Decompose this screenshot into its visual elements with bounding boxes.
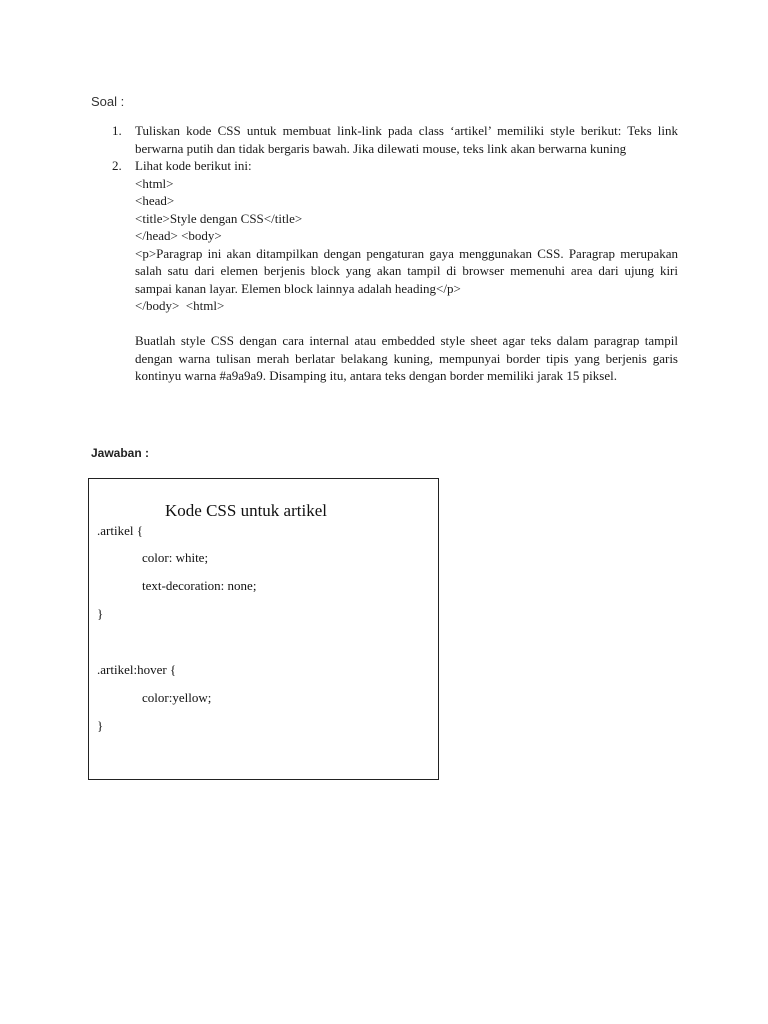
- question-number: 2.: [112, 158, 122, 173]
- question-item-2: [112, 157, 678, 385]
- code-closing: </body> <html>: [135, 298, 225, 313]
- css-brace-line: }: [97, 606, 104, 621]
- code-paragraph: <p>Paragrap ini akan ditampilkan dengan pengaturan gaya menggunakan CSS. Paragrap merupakan salah satu dari elemen berjenis block yang akan tampil di browser memenuhi area dari ujung kiri sampai kanan layar. Elemen block lainnya adalah heading</p>: [135, 245, 678, 296]
- answer-box: [88, 478, 439, 780]
- question-list: [112, 122, 678, 385]
- code-line: <head>: [135, 193, 175, 208]
- question-intro: Lihat kode berikut ini:: [135, 158, 252, 173]
- question-number: 1.: [112, 123, 122, 138]
- css-property-line: text-decoration: none;: [142, 578, 257, 593]
- question-text: Tuliskan kode CSS untuk membuat link-link pada class ‘artikel’ memiliki style berikut: Teks link berwarna putih dan tidak bergaris bawah. Jika dilewati mouse, teks link akan berwarna kuning: [135, 123, 678, 156]
- code-line: <title>Style dengan CSS</title>: [135, 210, 303, 226]
- css-brace-line: }: [97, 718, 104, 733]
- question-item-1: [112, 122, 678, 157]
- css-property-line: color: white;: [142, 550, 209, 565]
- css-selector-line: .artikel {: [97, 523, 143, 538]
- soal-label: Soal :: [91, 94, 125, 109]
- jawaban-label: Jawaban :: [91, 446, 150, 460]
- css-selector-line: .artikel:hover {: [97, 662, 177, 677]
- css-property-line: color:yellow;: [142, 690, 212, 705]
- code-line: </head> <body>: [135, 228, 222, 243]
- answer-title: Kode CSS untuk artikel: [165, 501, 327, 520]
- code-line: <html>: [135, 175, 174, 191]
- question-task: Buatlah style CSS dengan cara internal atau embedded style sheet agar teks dalam paragrap tampil dengan warna tulisan merah berlatar belakang kuning, mempunyai border tipis yang berjenis garis kontinyu warna #a9a9a9. Disamping itu, antara teks dengan border memiliki jarak 15 piksel.: [135, 333, 678, 383]
